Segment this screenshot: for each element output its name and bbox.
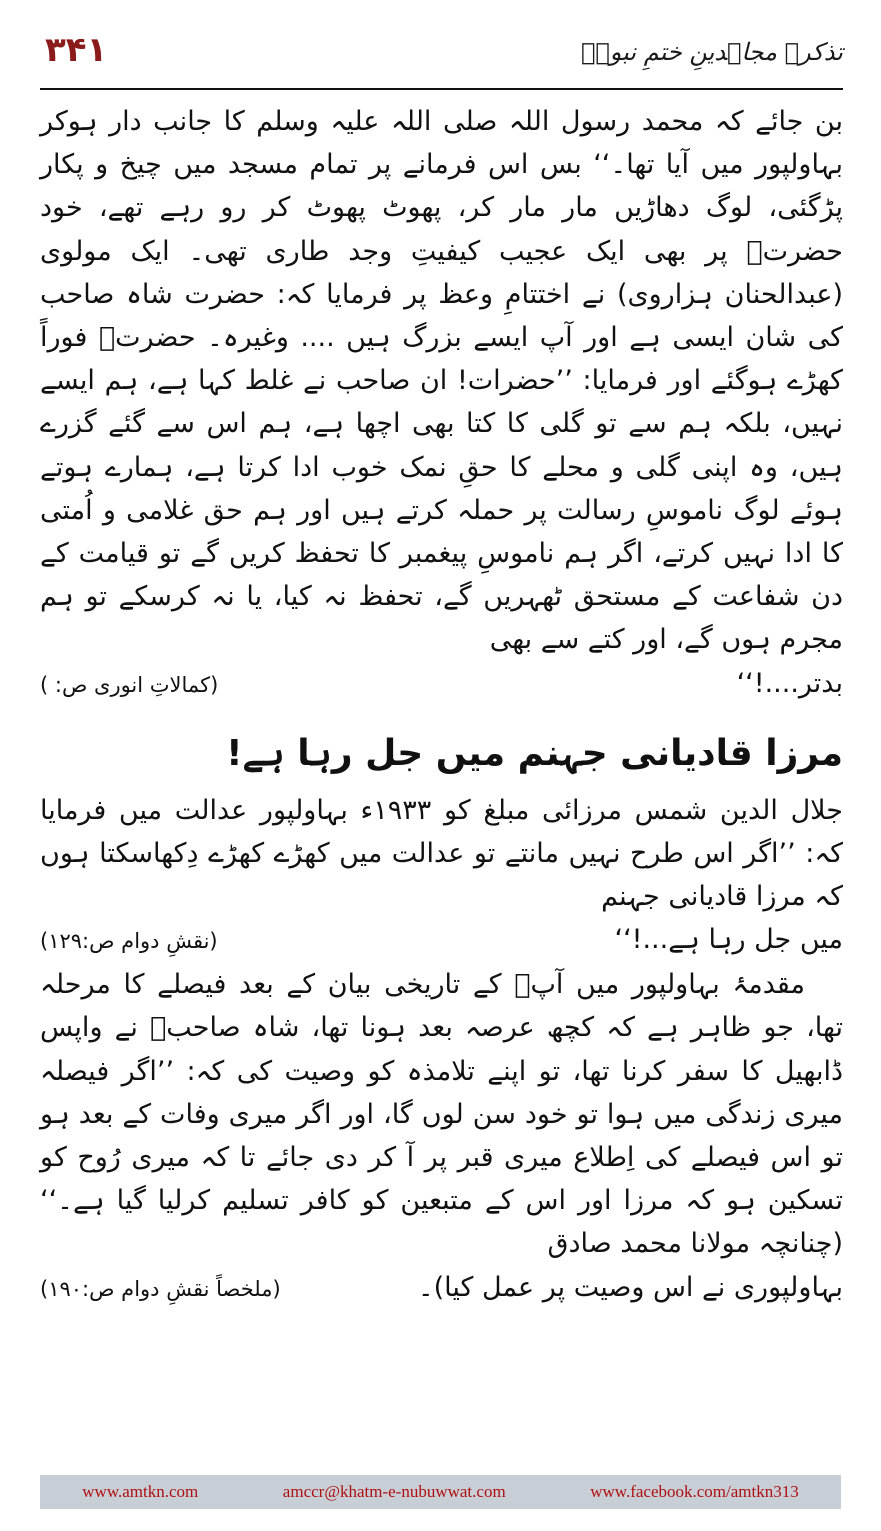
paragraph-2-ending xyxy=(40,918,843,963)
section-heading: مرزا قادیانی جہنم میں جل رہا ہے! xyxy=(226,732,843,774)
paragraph-3-last-line: بہاولپوری نے اس وصیت پر عمل کیا)۔ xyxy=(417,1271,843,1303)
citation-3: (ملخصاً نقشِ دوام ص:۱۹۰) xyxy=(40,1276,281,1301)
page-content xyxy=(40,100,843,1311)
paragraph-1-ending xyxy=(40,662,843,707)
email-link[interactable]: amccr@khatm-e-nubuwwat.com xyxy=(282,1482,506,1501)
paragraph-3-ending xyxy=(40,1266,843,1311)
page-number: ۳۴۱ xyxy=(45,30,108,70)
header-divider xyxy=(40,88,843,90)
citation-1: (کمالاتِ انوری ص: ) xyxy=(40,672,219,697)
book-title: تذکرہ مجاہدینِ ختمِ نبوتؐ xyxy=(580,38,843,66)
paragraph-2-last-line: میں جل رہا ہے...!‘‘ xyxy=(614,924,843,956)
paragraph-1: بن جائے کہ محمد رسول اللہ صلی اللہ علیہ وسلم کا جانب دار ہوکر بہاولپور میں آیا تھا۔‘‘ بس اس فرمانے پر تمام مسجد میں چیخ و پکار پڑگئی، لوگ دھاڑیں مار مار کر، پھوٹ پھوٹ کر رو رہے تھے، خود حضرتؒ پر بھی ایک عجیب کیفیتِ وجد طاری تھی۔ ایک مولوی (عبدالحنان ہزاروی) نے اختتامِ وعظ پر فرمایا کہ: حضرت شاہ صاحب کی شان ایسی ہے اور آپ ایسے بزرگ ہیں .... وغیرہ۔ حضرتؒ فوراً کھڑے ہوگئے اور فرمایا: ’’حضرات! ان صاحب نے غلط کہا ہے، ہم ایسے نہیں، بلکہ ہم سے تو گلی کا کتا بھی اچھا ہے، ہم اس سے گئے گزرے ہیں، وہ اپنی گلی و محلے کا حقِ نمک خوب ادا کرتا ہے، ہمارے ہوتے ہوئے لوگ ناموسِ رسالت پر حملہ کرتے ہیں اور ہم حق غلامی و اُمتی کا ادا نہیں کرتے، اگر ہم ناموسِ پیغمبر کا تحفظ کریں گے تو قیامت کے دن شفاعت کے مستحق ٹھہریں گے، تحفظ نہ کیا، یا نہ کرسکے تو ہم مجرم ہوں گے، اور کتے سے بھی xyxy=(40,106,843,656)
paragraph-1-last-line: بدتر....!‘‘ xyxy=(736,667,843,699)
facebook-link[interactable]: www.facebook.com/amtkn313 xyxy=(590,1482,799,1501)
citation-2: (نقشِ دوام ص:۱۲۹) xyxy=(40,929,218,954)
paragraph-3: مقدمۂ بہاولپور میں آپؒ کے تاریخی بیان کے بعد فیصلے کا مرحلہ تھا، جو ظاہر ہے کہ کچھ عرصہ بعد ہونا تھا، شاہ صاحبؒ نے واپس ڈابھیل کا سفر کرنا تھا، تو اپنے تلامذہ کو وصیت کی کہ: ’’اگر فیصلہ میری زندگی میں ہوا تو خود سن لوں گا، اور اگر میری وفات کے بعد ہو تو اس فیصلے کی اِطلاع میری قبر پر آ کر دی جائے تا کہ میری رُوح کو تسکین ہو کہ مرزا اور اس کے متبعین کو کافر تسلیم کرلیا گیا ہے۔‘‘ (چنانچہ مولانا محمد صادق xyxy=(40,969,843,1260)
footer-bar xyxy=(40,1475,841,1509)
paragraph-2: جلال الدین شمس مرزائی مبلغ کو ۱۹۳۳ء بہاولپور عدالت میں فرمایا کہ: ’’اگر اس طرح نہیں مانتے تو عدالت میں کھڑے کھڑے دِکھاسکتا ہوں کہ مرزا قادیانی جہنم xyxy=(40,794,843,913)
website-link[interactable]: www.amtkn.com xyxy=(82,1482,199,1501)
